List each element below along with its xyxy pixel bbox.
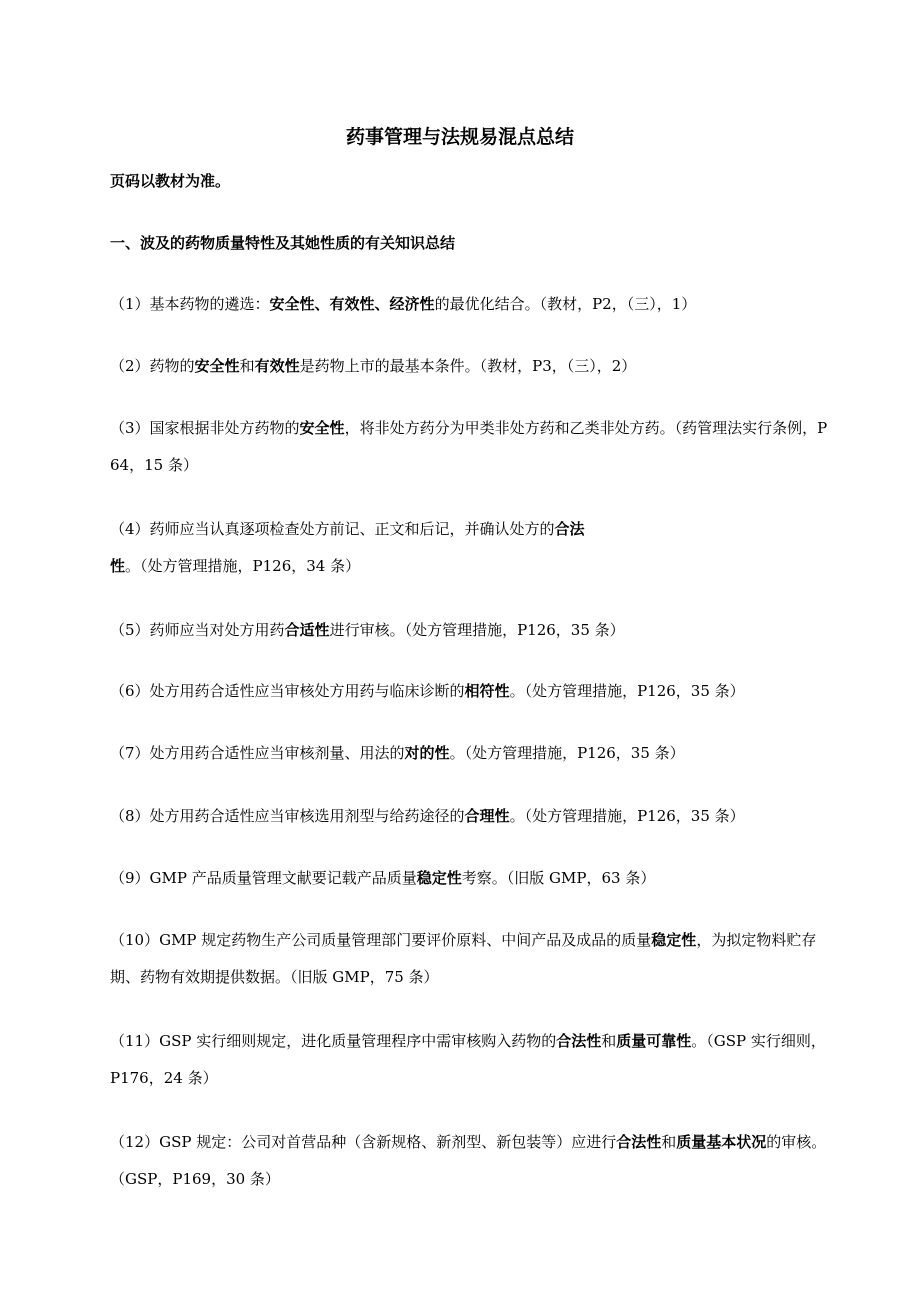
list-item: （1）基本药物的遴选：安全性、有效性、经济性的最优化结合。（教材，P2，（三），1） — [110, 295, 697, 313]
list-item: （12）GSP 规定：公司对首营品种（含新规格、新剂型、新包装等）应进行合法性和质量基本状况的审核。（GSP，P169，30 条） — [110, 1133, 827, 1188]
list-item: （6）处方用药合适性应当审核处方用药与临床诊断的相符性。（处方管理措施，P126，35 条） — [110, 682, 745, 700]
document-title: 药事管理与法规易混点总结 — [345, 126, 574, 148]
page-number-note: 页码以教材为准。 — [110, 172, 231, 190]
list-item: （7）处方用药合适性应当审核剂量、用法的对的性。（处方管理措施，P126，35 条） — [110, 744, 685, 762]
list-item: （4）药师应当认真逐项检查处方前记、正文和后记，并确认处方的合法性。（处方管理措施，P126，34 条） — [110, 520, 585, 575]
list-item: （11）GSP 实行细则规定，进化质量管理程序中需审核购入药物的合法性和质量可靠性。（GSP 实行细则，P176，24 条） — [110, 1032, 826, 1087]
list-item: （3）国家根据非处方药物的安全性，将非处方药分为甲类非处方药和乙类非处方药。（药管理法实行条例，P64，15 条） — [110, 419, 828, 474]
list-item: （10）GMP 规定药物生产公司质量管理部门要评价原料、中间产品及成品的质量稳定性，为拟定物料贮存期、药物有效期提供数据。（旧版 GMP，75 条） — [110, 931, 817, 986]
list-item: （9）GMP 产品质量管理文献要记载产品质量稳定性考察。（旧版 GMP，63 条） — [110, 869, 656, 887]
list-item: （2）药物的安全性和有效性是药物上市的最基本条件。（教材，P3，（三），2） — [110, 357, 637, 375]
section-heading: 一、波及的药物质量特性及其她性质的有关知识总结 — [110, 234, 456, 252]
list-item: （8）处方用药合适性应当审核选用剂型与给药途径的合理性。（处方管理措施，P126，35 条） — [110, 807, 745, 825]
list-item: （5）药师应当对处方用药合适性进行审核。（处方管理措施，P126，35 条） — [110, 621, 625, 639]
